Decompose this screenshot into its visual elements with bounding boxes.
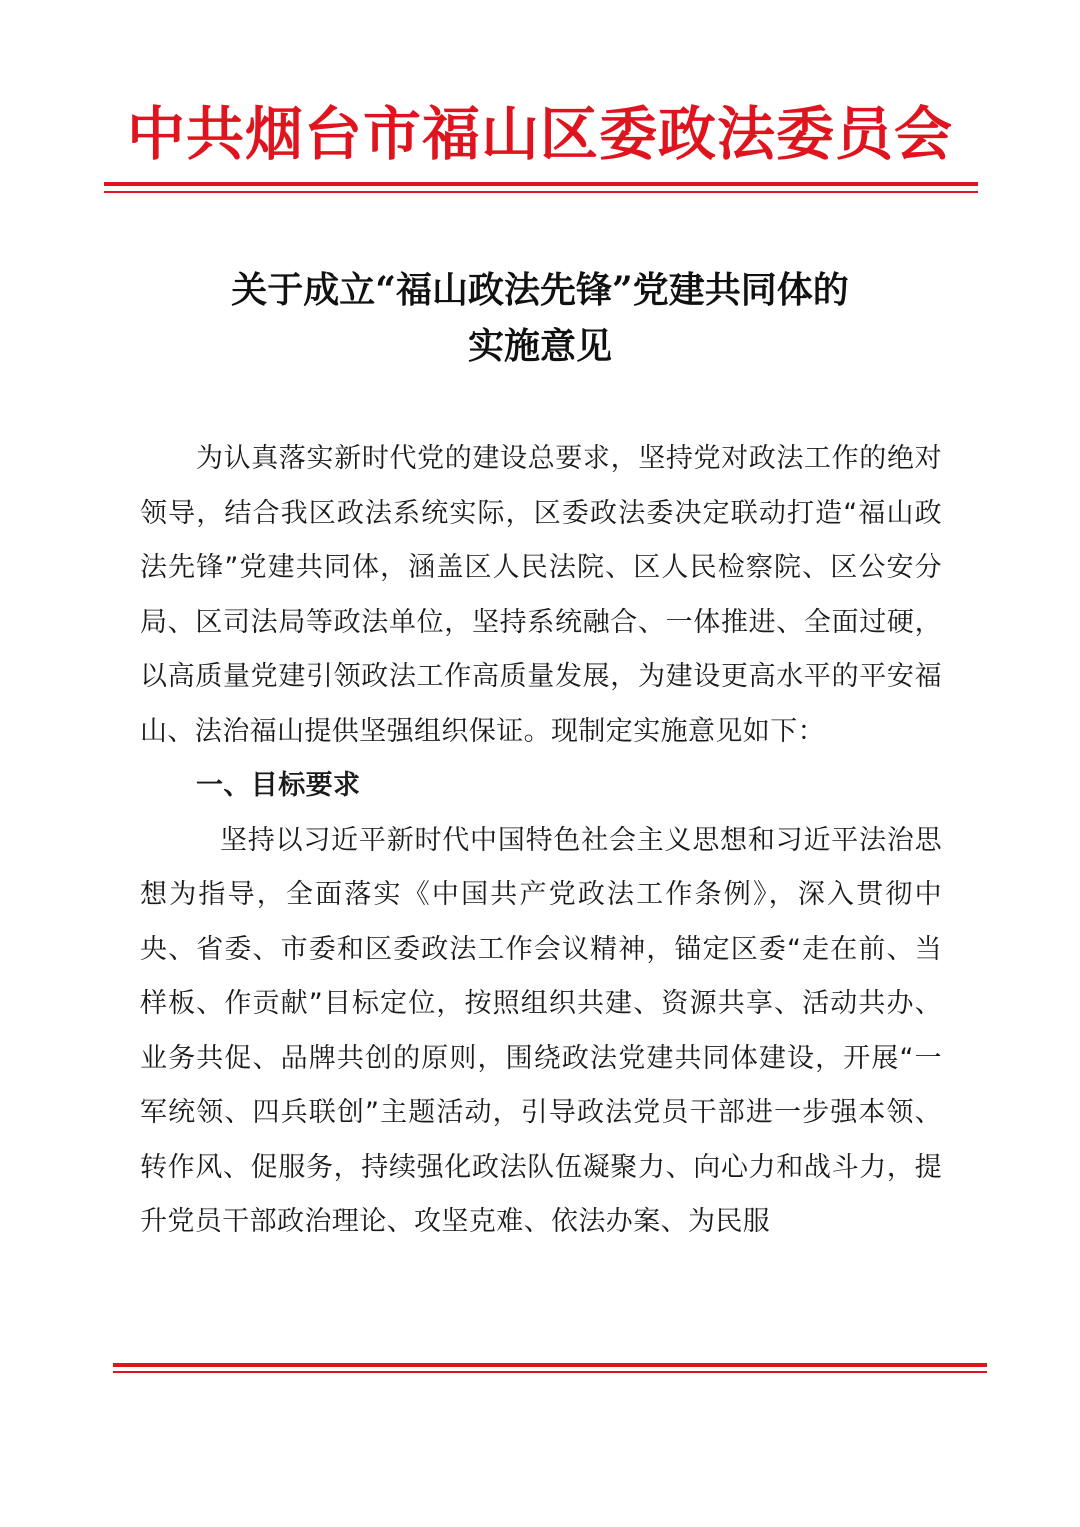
document-title-line1: 关于成立“福山政法先锋”党建共同体的 (231, 269, 849, 311)
masthead-rule-thick (104, 182, 978, 186)
intro-paragraph: 为认真落实新时代党的建设总要求，坚持党对政法工作的绝对领导，结合我区政法系统实际，区委政法委决定联动打造“福山政法先锋”党建共同体，涵盖区人民法院、区人民检察院、区公安分局、区司法局等政法单位，坚持系统融合、一体推进、全面过硬，以高质量党建引领政法工作高质量发展，为建设更高水平的平安福山、法治福山提供坚强组织保证。现制定实施意见如下： (140, 443, 942, 747)
document-title (0, 262, 1080, 374)
section1-paragraph: 坚持以习近平新时代中国特色社会主义思想和习近平法治思想为指导，全面落实《中国共产党政法工作条例》，深入贯彻中央、省委、市委和区委政法工作会议精神，锚定区委“走在前、当样板、作贡献”目标定位，按照组织共建、资源共享、活动共办、业务共促、品牌共创的原则，围绕政法党建共同体建设，开展“一军统领、四兵联创”主题活动，引导政法党员干部进一步强本领、转作风、促服务，持续强化政法队伍凝聚力、向心力和战斗力，提升党员干部政治理论、攻坚克难、依法办案、为民服 (140, 824, 942, 1237)
section1-heading: 一、目标要求 (196, 770, 361, 801)
masthead-title: 中共烟台市福山区委政法委员会 (126, 100, 953, 168)
masthead-rule-thin (104, 191, 978, 193)
footer-rule-thick (113, 1363, 987, 1367)
document-title-line2: 实施意见 (467, 325, 612, 367)
document-body (140, 432, 942, 1250)
footer-rule-thin (113, 1371, 987, 1373)
